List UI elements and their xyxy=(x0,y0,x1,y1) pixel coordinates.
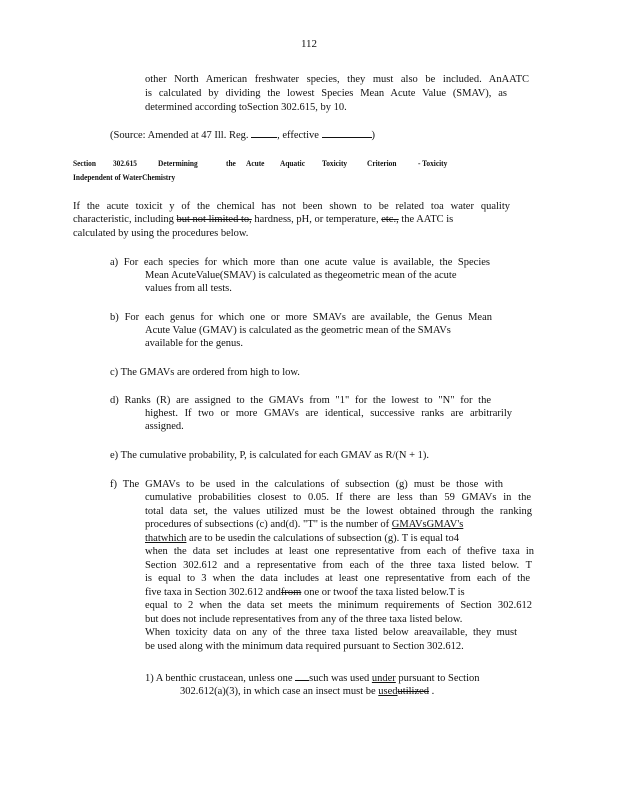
item-f1-text: pursuant to Section xyxy=(398,673,480,684)
struck-text: etc., xyxy=(381,214,399,225)
source-prefix: (Source: Amended at 47 Ill. Reg. xyxy=(110,130,249,141)
item-d-line-2: highest. If two or more GMAVs are identical, successive ranks are arbitrarily xyxy=(145,408,512,419)
page-number: 112 xyxy=(300,38,318,50)
item-b-line-2: Acute Value (GMAV) is calculated as the geometric mean of the SMAVs xyxy=(145,325,451,336)
item-e: e) The cumulative probability, P, is calculated for each GMAV as R/(N + 1). xyxy=(110,450,429,461)
item-f-text: are to be usedin the calculations of subsection (g). T is equal to4 xyxy=(189,533,459,544)
intro-text: characteristic, including xyxy=(73,214,174,225)
underlined-text: used xyxy=(378,686,398,697)
heading-word: Toxicity xyxy=(322,159,348,168)
item-c: c) The GMAVs are ordered from high to low. xyxy=(110,367,300,378)
item-a-line-1: a) For each species for which more than one acute value is available, the Species xyxy=(110,257,490,268)
underlined-text: under xyxy=(371,673,396,684)
item-f-line-3: total data set, the values utilized must be the lowest obtained through the ranking xyxy=(145,506,532,517)
underlined-text: thatwhich xyxy=(145,533,187,544)
item-f-line-13: be used along with the minimum data required pursuant to Section 302.612. xyxy=(145,641,464,652)
intro-text: the AATC is xyxy=(401,214,454,225)
item-f1-line-2 xyxy=(180,685,434,698)
continuation-line-3: determined according toSection 302.615, by 10. xyxy=(145,102,347,113)
source-suffix: ) xyxy=(371,130,376,141)
item-a-line-3: values from all tests. xyxy=(145,283,232,294)
item-f-line-7: Section 302.612 and a representative from each of the three taxa listed below. T xyxy=(145,560,532,571)
item-f-line-10: equal to 2 when the data set meets the minimum requirements of Section 302.612 xyxy=(145,600,532,611)
continuation-line-2: is calculated by dividing the lowest Species Mean Acute Value (SMAV), as xyxy=(145,88,507,99)
item-f-text: one or twoof the taxa listed below.T is xyxy=(303,587,465,598)
source-note xyxy=(110,128,375,142)
item-d-line-1: d) Ranks (R) are assigned to the GMAVs from "1" for the lowest to "N" for the xyxy=(110,395,491,406)
heading-line-2: Independent of WaterChemistry xyxy=(73,173,176,182)
item-f1-text: 1) A benthic crustacean, unless one xyxy=(145,673,293,684)
struck-text: utilized xyxy=(397,686,430,697)
heading-word: Determining xyxy=(158,159,198,168)
item-f-text: five taxa in Section 302.612 and xyxy=(145,587,281,598)
item-d-line-3: assigned. xyxy=(145,421,184,432)
intro-text: hardness, pH, or temperature, xyxy=(254,214,379,225)
struck-text: but not limited to, xyxy=(176,214,252,225)
item-a-line-2: Mean AcuteValue(SMAV) is calculated as thegeometric mean of the acute xyxy=(145,270,457,281)
reg-blank xyxy=(251,128,277,138)
item-f-line-4 xyxy=(145,518,463,531)
item-f-line-5 xyxy=(145,532,459,545)
item-f1-text: . xyxy=(431,686,435,697)
heading-word: 302.615 xyxy=(113,159,137,168)
source-effective: , effective xyxy=(277,130,319,141)
item-f1-text: 302.612(a)(3), in which case an insect must be xyxy=(180,686,376,697)
heading-word: Acute xyxy=(246,159,265,168)
effective-date-blank xyxy=(322,128,372,138)
item-f-text: procedures of subsections (c) and(d). "T" is the number of xyxy=(145,519,390,530)
intro-line-1: If the acute toxicit y of the chemical has not been shown to be related toa water quality xyxy=(73,201,510,212)
heading-word: Criterion xyxy=(367,159,397,168)
insertion-blank xyxy=(295,671,309,681)
item-f-line-1: f) The GMAVs to be used in the calculations of subsection (g) must be those with xyxy=(110,479,503,490)
item-b-line-1: b) For each genus for which one or more SMAVs are available, the Genus Mean xyxy=(110,312,492,323)
item-f-line-9 xyxy=(145,586,465,599)
item-f-line-2: cumulative probabilities closest to 0.05. If there are less than 59 GMAVs in the xyxy=(145,492,531,503)
item-b-line-3: available for the genus. xyxy=(145,338,243,349)
continuation-line-1: other North American freshwater species, they must also be included. AnAATC xyxy=(145,74,529,85)
underlined-text: GMAVsGMAV's xyxy=(391,519,464,530)
heading-word: - Toxicity xyxy=(418,159,448,168)
heading-word: the xyxy=(226,159,236,168)
struck-text: from xyxy=(280,587,302,598)
item-f1-text: such was used xyxy=(309,673,370,684)
item-f1-line-1 xyxy=(145,671,480,685)
intro-line-2 xyxy=(73,213,453,226)
heading-word: Section xyxy=(73,159,96,168)
intro-line-3: calculated by using the procedures below. xyxy=(73,228,249,239)
item-f-line-12: When toxicity data on any of the three taxa listed below areavailable, they must xyxy=(145,627,517,638)
item-f-line-11: but does not include representatives from any of the three taxa listed below. xyxy=(145,614,463,625)
heading-word: Aquatic xyxy=(280,159,305,168)
item-f-line-6: when the data set includes at least one representative from each of thefive taxa in xyxy=(145,546,534,557)
item-f-line-8: is equal to 3 when the data includes at least one representative from each of the xyxy=(145,573,530,584)
